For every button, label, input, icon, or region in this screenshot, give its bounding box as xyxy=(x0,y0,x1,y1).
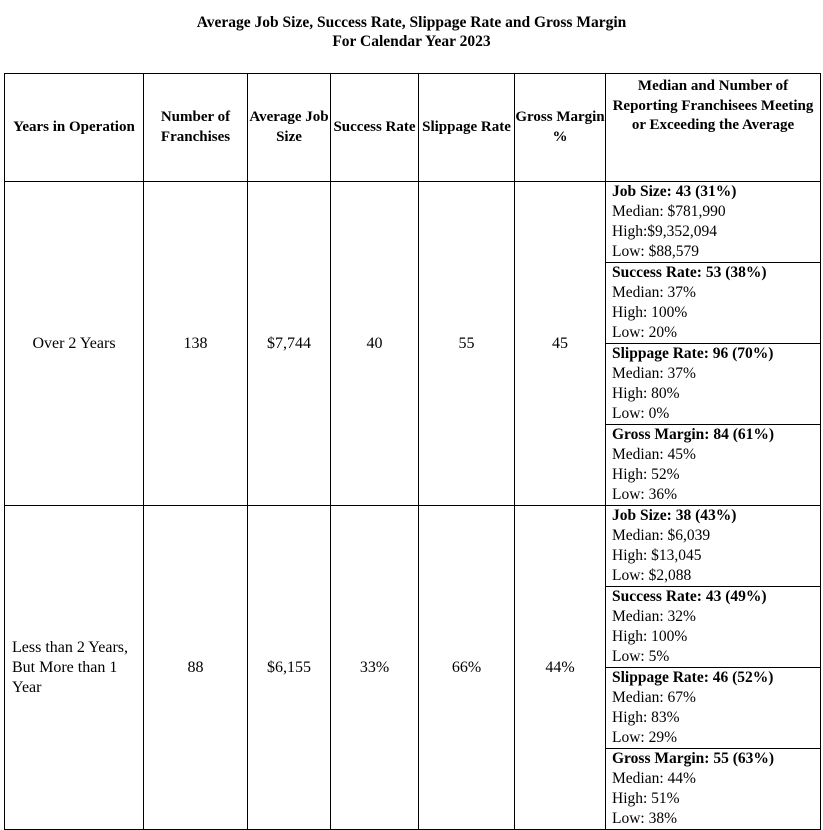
cell-years: Less than 2 Years, But More than 1 Year xyxy=(5,506,144,830)
stat-block xyxy=(606,506,820,586)
stat-low: Low: 0% xyxy=(612,405,670,422)
stat-high: High: $13,045 xyxy=(612,547,702,564)
stat-low: Low: $2,088 xyxy=(612,567,692,584)
cell-franchises: 138 xyxy=(144,182,248,506)
stat-median: Median: 67% xyxy=(612,689,696,706)
title-line-1: Average Job Size, Success Rate, Slippage Rate and Gross Margin xyxy=(196,14,627,31)
stat-median: Median: 32% xyxy=(612,608,696,625)
header-franchises: Number of Franchises xyxy=(144,74,248,182)
cell-median-stats xyxy=(606,506,821,830)
header-row xyxy=(5,74,821,182)
header-median: Median and Number of Reporting Franchisees Meeting or Exceeding the Average xyxy=(606,74,821,182)
stat-median: Median: 37% xyxy=(612,284,696,301)
cell-median-stats xyxy=(606,182,821,506)
stat-high: High: 100% xyxy=(612,628,688,645)
cell-job-size: $7,744 xyxy=(248,182,331,506)
stat-title: Job Size: 43 (31%) xyxy=(612,183,737,200)
stat-high: High: 80% xyxy=(612,385,680,402)
performance-table xyxy=(4,73,821,830)
stat-low: Low: 5% xyxy=(612,648,670,665)
stat-title: Success Rate: 43 (49%) xyxy=(612,588,767,605)
cell-years: Over 2 Years xyxy=(5,182,144,506)
table-row xyxy=(5,506,821,830)
stat-block xyxy=(606,343,820,424)
cell-job-size: $6,155 xyxy=(248,506,331,830)
stat-title: Job Size: 38 (43%) xyxy=(612,507,737,524)
stat-high: High: 83% xyxy=(612,709,680,726)
stat-block xyxy=(606,262,820,343)
stat-block xyxy=(606,667,820,748)
stat-median: Median: 45% xyxy=(612,446,696,463)
stat-low: Low: 20% xyxy=(612,324,678,341)
stat-median: Median: $781,990 xyxy=(612,203,726,220)
stat-title: Slippage Rate: 96 (70%) xyxy=(612,345,774,362)
cell-gross-margin: 44% xyxy=(515,506,606,830)
stat-high: High: 100% xyxy=(612,304,688,321)
cell-gross-margin: 45 xyxy=(515,182,606,506)
table-row xyxy=(5,182,821,506)
stat-title: Gross Margin: 55 (63%) xyxy=(612,750,775,767)
cell-success-rate: 40 xyxy=(331,182,419,506)
cell-slippage-rate: 55 xyxy=(419,182,515,506)
stat-block xyxy=(606,586,820,667)
cell-slippage-rate: 66% xyxy=(419,506,515,830)
table-title xyxy=(0,13,823,51)
stat-low: Low: 36% xyxy=(612,486,678,503)
header-success-rate: Success Rate xyxy=(331,74,419,182)
stat-block xyxy=(606,424,820,505)
stat-block xyxy=(606,748,820,829)
stat-title: Gross Margin: 84 (61%) xyxy=(612,426,775,443)
stat-high: High: 51% xyxy=(612,790,680,807)
stat-median: Median: 44% xyxy=(612,770,696,787)
stat-median: Median: 37% xyxy=(612,365,696,382)
stat-low: Low: 29% xyxy=(612,729,678,746)
header-slippage-rate: Slippage Rate xyxy=(419,74,515,182)
stat-high: High:$9,352,094 xyxy=(612,223,718,240)
title-line-2: For Calendar Year 2023 xyxy=(332,33,491,50)
stat-low: Low: 38% xyxy=(612,810,678,827)
stat-block xyxy=(606,182,820,262)
stat-low: Low: $88,579 xyxy=(612,243,699,260)
header-gross-margin: Gross Margin % xyxy=(515,74,606,182)
cell-franchises: 88 xyxy=(144,506,248,830)
stat-title: Success Rate: 53 (38%) xyxy=(612,264,767,281)
cell-success-rate: 33% xyxy=(331,506,419,830)
header-years: Years in Operation xyxy=(5,74,144,182)
stat-title: Slippage Rate: 46 (52%) xyxy=(612,669,774,686)
stat-high: High: 52% xyxy=(612,466,680,483)
header-job-size: Average Job Size xyxy=(248,74,331,182)
stat-median: Median: $6,039 xyxy=(612,527,711,544)
